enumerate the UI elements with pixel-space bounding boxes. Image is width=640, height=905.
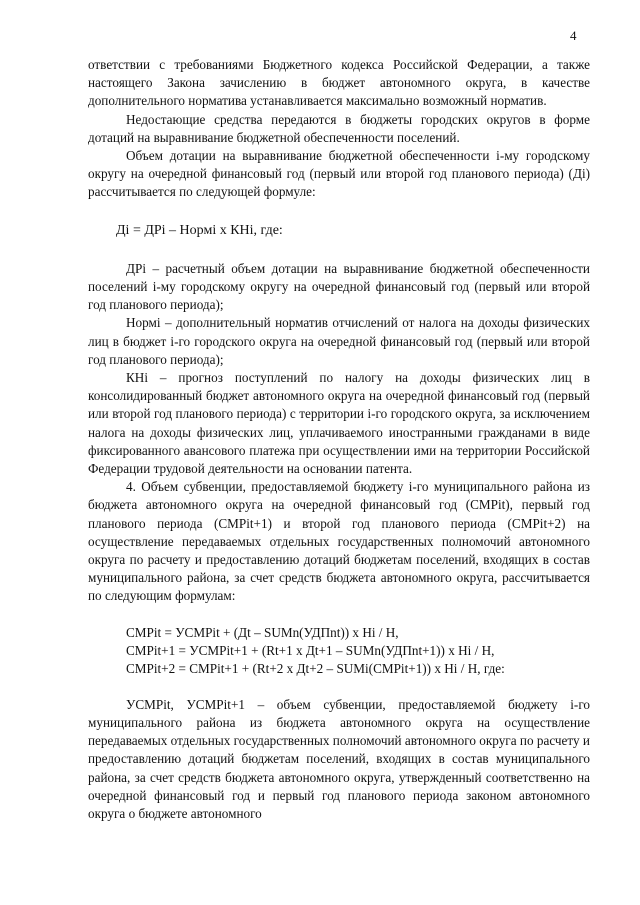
paragraph-continuation: ответствии с требованиями Бюджетного кодекса Российской Федерации, а также настоящего Закона зачислению в бюджет автономного округа, в качестве дополнительного норматива устанавливается максимально возможный норматив. [88, 57, 590, 109]
paragraph-subsidy-volume: Объем дотации на выравнивание бюджетной обеспеченности i-му городскому округу на очередной финансовый год (первый или второй год планового периода) (Дi) рассчитывается по следующей формуле: [88, 148, 590, 200]
paragraph-definition-kn: КНi – прогноз поступлений по налогу на доходы физических лиц в консолидированный бюджет автономного округа на очередной финансовый год (первый или второй год планового периода) с территории i-го городского округа, за исключением налога на доходы физических лиц, уплачиваемого иностранными гражданами в виде фиксированного авансового платежа при осуществлении ими на территории Российской Федерации трудовой деятельности на основании патента. [88, 370, 590, 477]
page-number: 4 [570, 28, 577, 43]
formula-subsidy: Дi = ДPi – Нормi х КНi, где: [116, 222, 283, 238]
formula-smr-t: СМРit = УСМРit + (Дt – SUMn(УДПnt)) х Нi / Н, [126, 624, 399, 640]
paragraph-definition-usmr: УСМРit, УСМРit+1 – объем субвенции, предоставляемой бюджету i-го муниципального района из бюджета автономного округа на осуществление передаваемых отдельных государственных полномочий автономного округа по расчету и предоставлению дотаций бюджетам поселений, входящих в состав муниципального района, за счет средств бюджета автономного округа, утвержденный соответственно на очередной финансовый год и первый год планового периода законом автономного округа о бюджете автономного [88, 696, 590, 821]
paragraph-section-4: 4. Объем субвенции, предоставляемой бюджету i-го муниципального района из бюджета автономного округа на очередной финансовый год (СМРit), первый год планового периода (СМРit+1) и второй год планового периода (СМРit+2) на осуществление передаваемых отдельных государственных полномочий автономного округа по расчету и предоставлению дотаций бюджетам поселений, входящих в состав муниципального района, за счет средств бюджета автономного округа, рассчитывается по следующим формулам: [88, 479, 590, 604]
paragraph-missing-funds: Недостающие средства передаются в бюджеты городских округов в форме дотаций на выравнивание бюджетной обеспеченности поселений. [88, 111, 590, 145]
paragraph-definition-norm: Нормi – дополнительный норматив отчислений от налога на доходы физических лиц в бюджет i-го городского округа на очередной финансовый год (первый или второй год планового периода); [88, 315, 590, 367]
formula-block-smr [126, 624, 590, 678]
document-body [88, 56, 590, 823]
paragraph-definition-dp: ДPi – расчетный объем дотации на выравнивание бюджетной обеспеченности поселений i-му городскому округу на очередной финансовый год (первый или второй год планового периода); [88, 260, 590, 313]
formula-smr-t2: СМРit+2 = СМРit+1 + (Rt+2 х Дt+2 – SUMi(СМРit+1)) х Нi / Н, где: [126, 660, 505, 676]
formula-smr-t1: СМРit+1 = УСМРit+1 + (Rt+1 х Дt+1 – SUMn(УДПnt+1)) х Нi / Н, [126, 642, 495, 658]
